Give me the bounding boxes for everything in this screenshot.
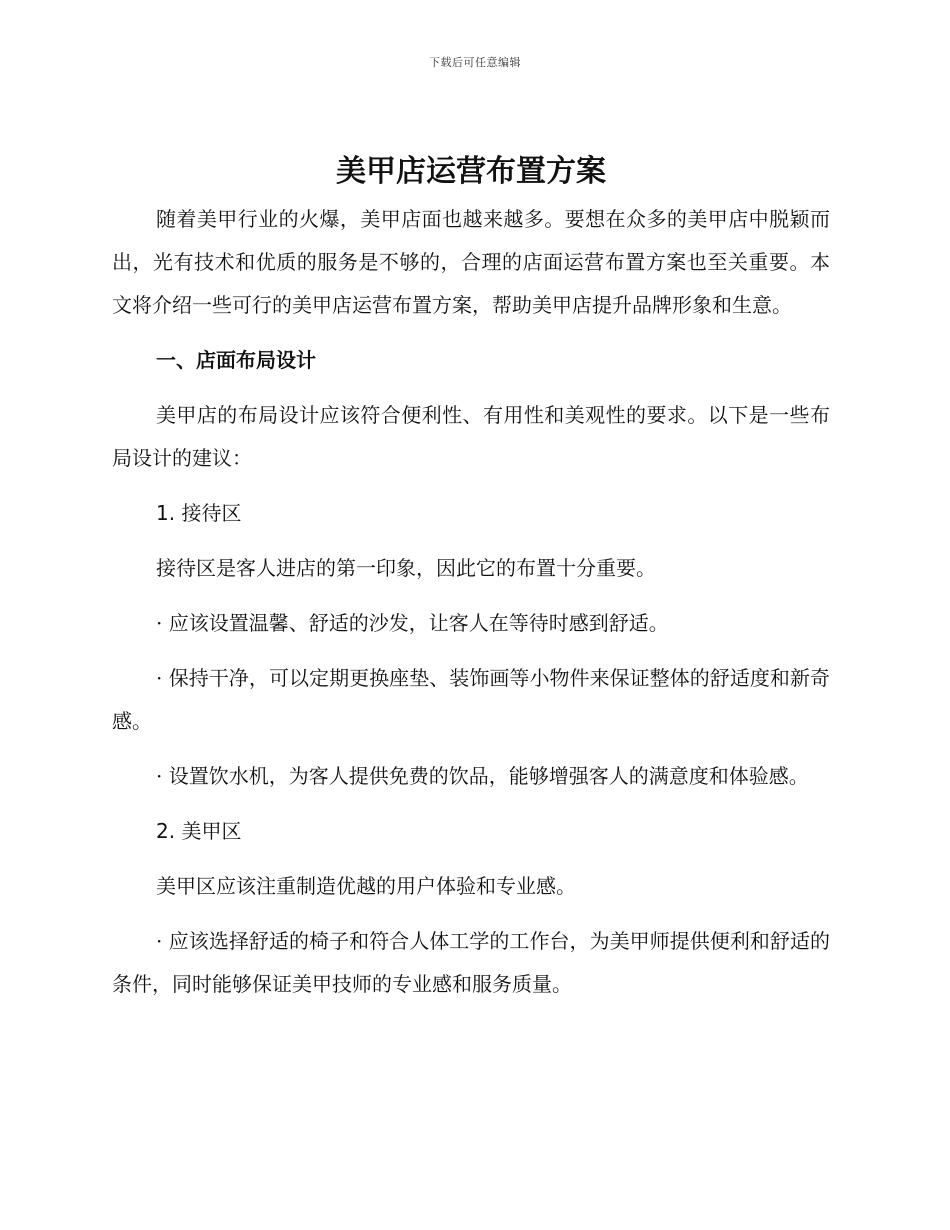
section-intro-paragraph: 美甲店的布局设计应该符合便利性、有用性和美观性的要求。以下是一些布局设计的建议： [112, 403, 830, 470]
reception-intro-paragraph: 接待区是客人进店的第一印象，因此它的布置十分重要。 [156, 556, 656, 580]
nail-area-intro-paragraph: 美甲区应该注重制造优越的用户体验和专业感。 [156, 874, 576, 898]
page-header-note: 下载后可任意编辑 [429, 56, 521, 69]
intro-paragraph: 随着美甲行业的火爆，美甲店面也越来越多。要想在众多的美甲店中脱颖而出，光有技术和优质的服务是不够的，合理的店面运营布置方案也至关重要。本文将介绍一些可行的美甲店运营布置方案，帮助美甲店提升品牌形象和生意。 [112, 207, 830, 317]
reception-bullet-2: · 保持干净，可以定期更换座垫、装饰画等小物件来保证整体的舒适度和新奇感。 [112, 666, 830, 733]
document-body [112, 150, 830, 1006]
document-title: 美甲店运营布置方案 [336, 154, 606, 189]
section-heading-layout: 一、店面布局设计 [156, 348, 316, 372]
nail-area-bullet-1: · 应该选择舒适的椅子和符合人体工学的工作台，为美甲师提供便利和舒适的条件，同时能够保证美甲技师的专业感和服务质量。 [112, 929, 830, 996]
reception-bullet-1: · 应该设置温馨、舒适的沙发，让客人在等待时感到舒适。 [156, 611, 669, 635]
reception-bullet-3: · 设置饮水机，为客人提供免费的饮品，能够增强客人的满意度和体验感。 [156, 764, 809, 788]
subsection-heading-nail-area: 2. 美甲区 [156, 819, 242, 843]
subsection-heading-reception: 1. 接待区 [156, 501, 242, 525]
